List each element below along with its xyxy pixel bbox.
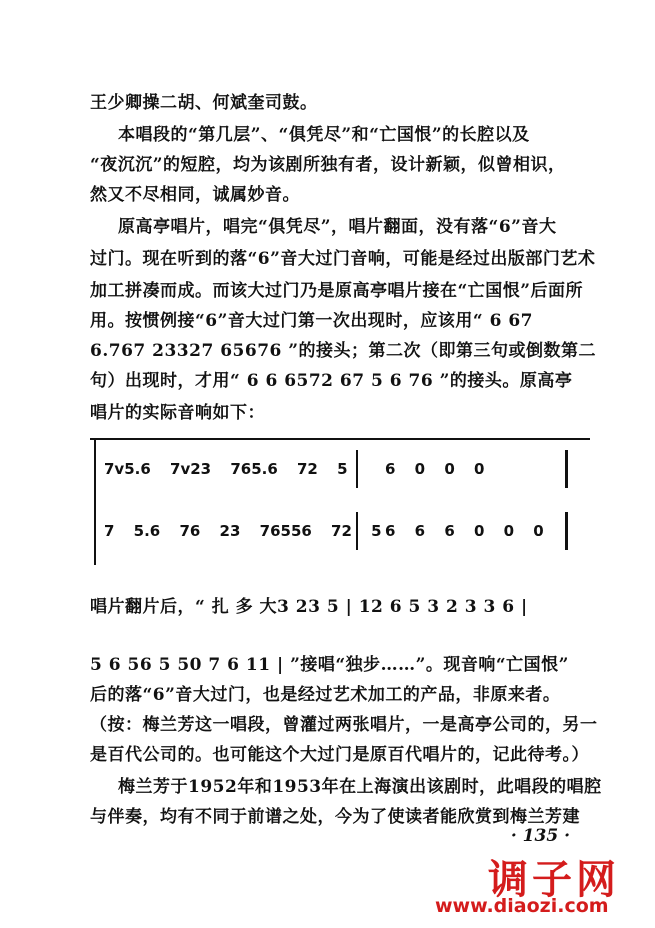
text-line: 句）出现时，才用“ 6 6 6572 67 5 6 76 ”的接头。原高亭 <box>90 371 573 391</box>
text-line: 是百代公司的。也可能这个大过门是原百代唱片的，记此待考。） <box>90 745 589 765</box>
text-line: （按：梅兰芳这一唱段，曾灌过两张唱片，一是高亭公司的，另一 <box>90 715 598 735</box>
watermark-url: www.diaozi.com <box>435 895 609 917</box>
text-line: 加工拼凑而成。而该大过门乃是原高亭唱片接在“亡国恨”后面所 <box>90 281 584 301</box>
text-line: 唱片翻片后，“ 扎 多 大3 23 5 | 12 6 5 3 2 3 3 6 | <box>90 597 528 617</box>
score-row-1-end: 6 0 0 0 <box>385 460 485 478</box>
text-line: 本唱段的“第几层”、“俱凭尽”和“亡国恨”的长腔以及 <box>118 125 530 145</box>
barline-end <box>565 450 568 488</box>
text-line: 5 6 56 5 50 7 6 11 | ”接唱“独步……”。现音响“亡国恨” <box>90 655 569 675</box>
score-bracket <box>94 440 96 565</box>
text-line: 过门。现在听到的落“6”音大过门音响，可能是经过出版部门艺术 <box>90 249 596 269</box>
score-row-2-end: 6 6 6 0 0 0 <box>385 522 544 540</box>
text-line: 用。按惯例接“6”音大过门第一次出现时，应该用“ 6 67 <box>90 311 533 331</box>
text-line: 原高亭唱片，唱完“俱凭尽”，唱片翻面，没有落“6”音大 <box>118 217 557 237</box>
text-line: 与伴奏，均有不同于前谱之处，今为了使读者能欣赏到梅兰芳建 <box>90 807 580 827</box>
text-line: “夜沉沉”的短腔，均为该剧所独有者，设计新颖，似曾相识， <box>90 155 566 175</box>
barline <box>356 450 358 488</box>
barline-end <box>565 512 568 550</box>
page-number: · 135 · <box>510 826 570 846</box>
text-line: 6.767 23327 65676 ”的接头；第二次（即第三句或倒数第二 <box>90 341 597 361</box>
text-line: 然又不尽相同，诚属妙音。 <box>90 185 300 205</box>
score-row-2: 7 5.6 76 23 76556 72 5 <box>104 522 382 540</box>
text-line: 王少卿操二胡、何斌奎司鼓。 <box>90 93 318 113</box>
text-line: 梅兰芳于1952年和1953年在上海演出该剧时，此唱段的唱腔 <box>118 777 602 797</box>
text-line: 唱片的实际音响如下： <box>90 403 265 423</box>
text-line: 后的落“6”音大过门，也是经过艺术加工的产品，非原来者。 <box>90 685 561 705</box>
score-row-1: 7v5.6 7v23 765.6 72 5 <box>104 460 348 478</box>
score-top-rule <box>90 438 590 440</box>
watermark-title: 调子网 <box>488 857 620 903</box>
